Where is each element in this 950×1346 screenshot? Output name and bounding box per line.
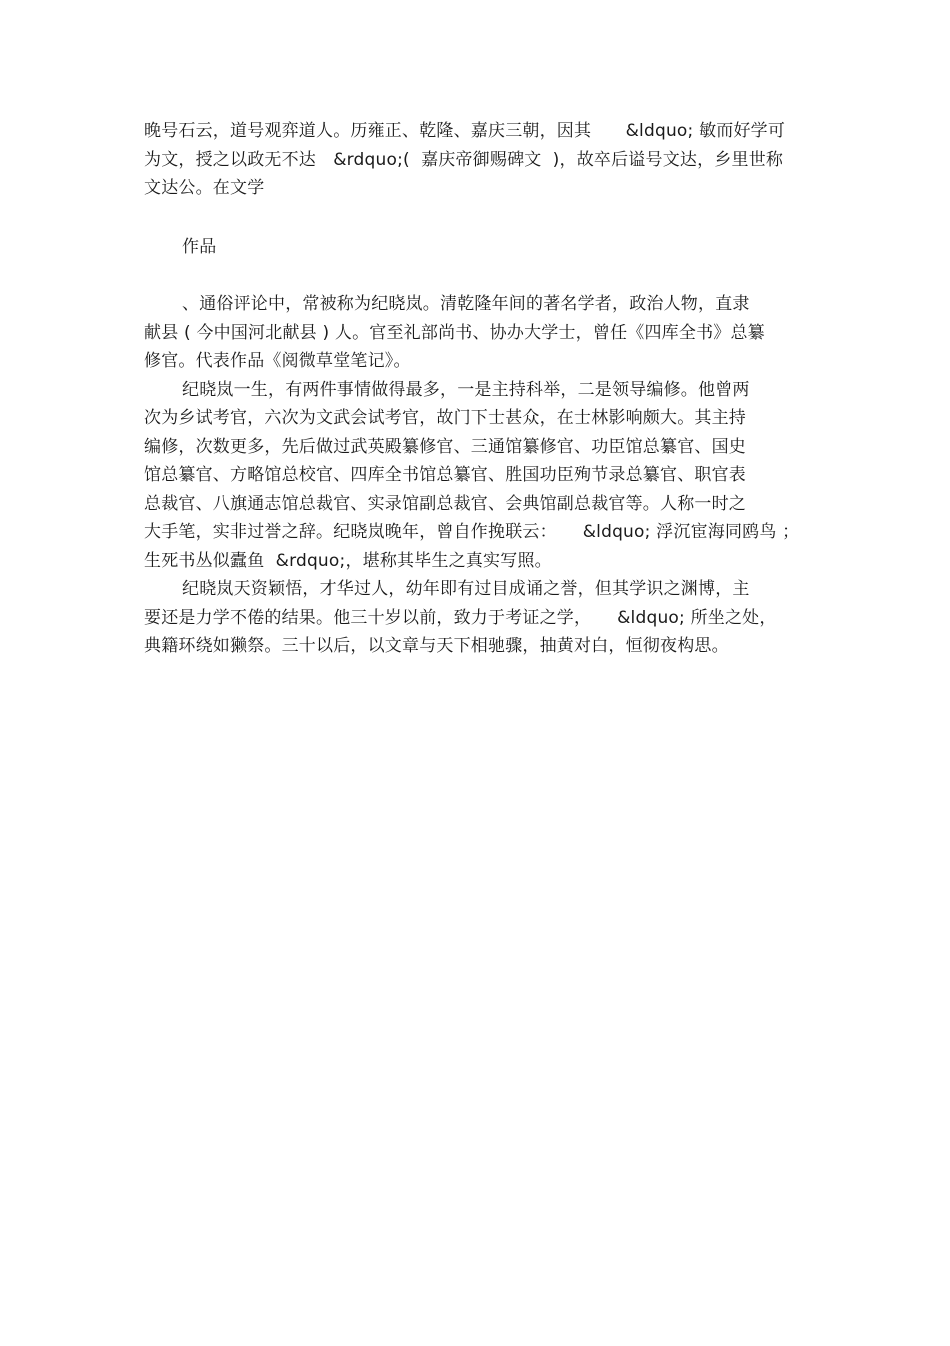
text-line: 要还是力学不倦的结果。他三十岁以前，致力于考证之学， &ldquo; 所坐之处， [144,607,777,628]
text-line: 纪晓岚一生，有两件事情做得最多，一是主持科举，二是领导编修。他曾两 [182,379,750,400]
text-line: 文达公。在文学 [144,178,265,198]
text-line: 生死书丛似蠹鱼 &rdquo;，堪称其毕生之真实写照。 [144,550,552,571]
text-line: 为文，授之以政无不达 &rdquo;( 嘉庆帝御赐碑文 )，故卒后谥号文达，乡里世称 [144,149,784,170]
text-line: 总裁官、八旗通志馆总裁官、实录馆副总裁官、会典馆副总裁官等。人称一时之 [144,493,746,514]
text-line: 编修，次数更多，先后做过武英殿纂修官、三通馆纂修官、功臣馆总纂官、国史 [144,436,746,457]
text-line: 大手笔，实非过誉之辞。纪晓岚晚年，曾自作挽联云： &ldquo; 浮沉宦海同鸥鸟 ； [144,522,800,542]
text-line: 次为乡试考官，六次为文武会试考官，故门下士甚众，在士林影响颇大。其主持 [144,408,746,428]
text-line: 纪晓岚天资颖悟，才华过人，幼年即有过目成诵之誉，但其学识之渊博，主 [182,579,750,599]
text-line: 晚号石云，道号观弈道人。历雍正、乾隆、嘉庆三朝，因其 &ldquo; 敏而好学可 [144,121,786,141]
text-line: 修官。代表作品《阅微草堂笔记》。 [144,351,411,371]
section-heading: 作品 [182,237,217,257]
intro-paragraph [144,117,814,203]
text-line: 献县 ( 今中国河北献县 ) 人。官至礼部尚书、协办大学士，曾任《四库全书》总纂 [144,322,765,343]
section-heading-block [144,233,814,262]
body-text [144,290,814,661]
text-line: 馆总纂官、方略馆总校官、四库全书馆总纂官、胜国功臣殉节录总纂官、职官表 [144,465,746,485]
text-line: 、通俗评论中，常被称为纪晓岚。清乾隆年间的著名学者，政治人物，直隶 [182,294,750,314]
text-line: 典籍环绕如獭祭。三十以后，以文章与天下相驰骤，抽黄对白，恒彻夜构思。 [144,636,729,656]
